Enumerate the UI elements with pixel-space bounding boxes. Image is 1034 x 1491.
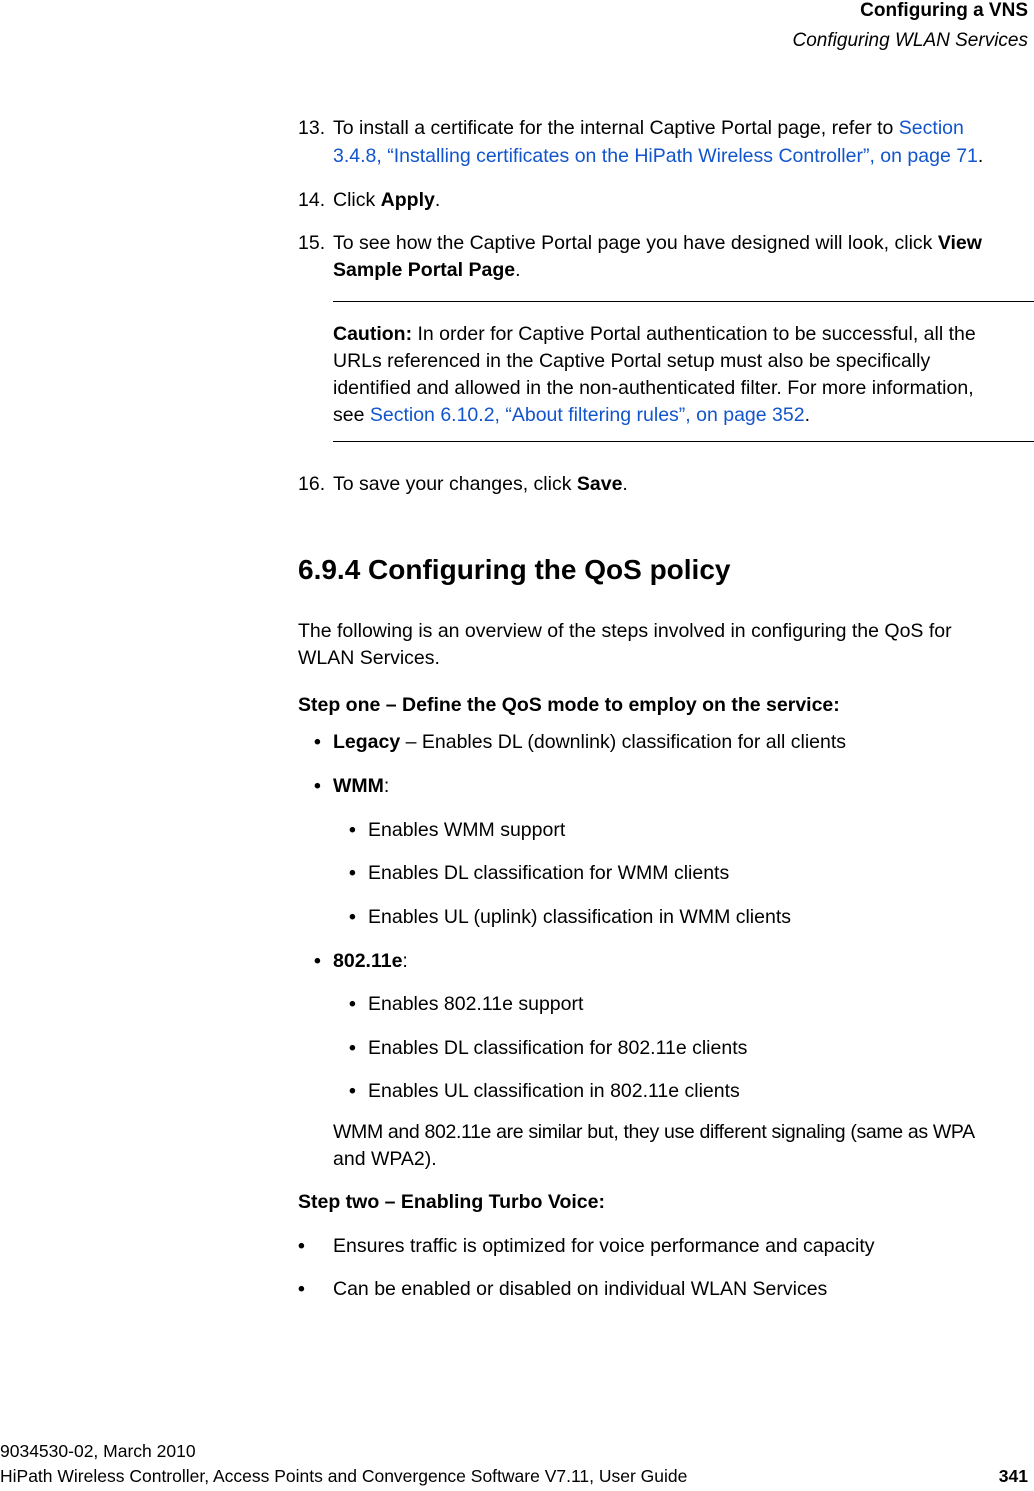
step-15-number: 15. xyxy=(298,232,326,254)
caution-line4 xyxy=(333,402,810,429)
caution-bottom-rule xyxy=(333,441,1034,442)
step-14-text: Click xyxy=(333,189,381,211)
sub-bullet-icon: • xyxy=(349,862,356,884)
wmm-sub-item: Enables DL classification for WMM clients xyxy=(368,862,730,884)
step-16-number: 16. xyxy=(298,473,326,495)
intro-line2: WLAN Services. xyxy=(298,647,440,669)
step-15-end: . xyxy=(515,259,521,281)
footer-guide-title: HiPath Wireless Controller, Access Points and Convergence Software V7.11, User Guide xyxy=(0,1466,688,1486)
wmm-colon: : xyxy=(383,775,390,797)
wmm-note-line1: WMM and 802.11e are similar but, they use different signaling (same as WPA xyxy=(333,1121,975,1143)
step-13-end: . xyxy=(977,145,984,167)
footer-doc-id: 9034530-02, March 2010 xyxy=(0,1441,196,1461)
step-14-line xyxy=(333,187,440,214)
step-15-text: To see how the Captive Portal page you have designed will look, click xyxy=(333,232,938,254)
step-13-line1 xyxy=(333,115,964,142)
sub-bullet-icon: • xyxy=(349,906,356,928)
80211e-sub-item: Enables DL classification for 802.11e clients xyxy=(368,1037,748,1059)
wmm-item xyxy=(333,773,389,800)
80211e-sub-item: Enables 802.11e support xyxy=(368,993,584,1015)
sub-bullet-icon: • xyxy=(349,1037,356,1059)
sub-bullet-icon: • xyxy=(349,993,356,1015)
section-6-10-2-link[interactable]: Section 6.10.2, “About filtering rules”, on page 352 xyxy=(369,404,805,426)
turbo-item: Ensures traffic is optimized for voice performance and capacity xyxy=(333,1235,875,1257)
caution-line2: URLs referenced in the Captive Portal setup must also be specifically xyxy=(333,350,931,372)
wmm-label: WMM xyxy=(333,775,384,797)
sub-bullet-icon: • xyxy=(349,1080,356,1102)
wmm-sub-item: Enables UL (uplink) classification in WMM clients xyxy=(368,906,792,928)
apply-label: Apply xyxy=(380,189,435,211)
bullet-icon: • xyxy=(298,1235,305,1257)
legacy-label: Legacy xyxy=(333,731,401,753)
view-label: View xyxy=(937,232,982,254)
bullet-icon: • xyxy=(314,775,321,797)
80211e-item xyxy=(333,948,408,975)
page-number: 341 xyxy=(998,1466,1028,1486)
caution-top-rule xyxy=(333,301,1034,302)
caution-end: . xyxy=(804,404,810,426)
caution-see: see xyxy=(333,404,370,426)
step-16-text: To save your changes, click xyxy=(333,473,577,495)
intro-line1: The following is an overview of the steps involved in configuring the QoS for xyxy=(298,620,952,642)
step-16-line xyxy=(333,471,628,498)
wmm-note-line2: and WPA2). xyxy=(333,1148,437,1170)
step-15-line2 xyxy=(333,257,521,284)
step-one-heading: Step one – Define the QoS mode to employ on the service: xyxy=(298,694,840,716)
caution-line1 xyxy=(333,321,976,348)
sub-bullet-icon: • xyxy=(349,819,356,841)
80211e-sub-item: Enables UL classification in 802.11e clients xyxy=(368,1080,740,1102)
legacy-item xyxy=(333,729,846,756)
legacy-text: – Enables DL (downlink) classification for all clients xyxy=(400,731,847,753)
step-13-line2 xyxy=(333,143,983,170)
bullet-icon: • xyxy=(314,950,321,972)
80211e-colon: : xyxy=(402,950,408,972)
section-heading: 6.9.4 Configuring the QoS policy xyxy=(298,554,731,585)
bullet-icon: • xyxy=(298,1278,305,1300)
sample-portal-page-label: Sample Portal Page xyxy=(333,259,516,281)
turbo-item: Can be enabled or disabled on individual WLAN Services xyxy=(333,1278,828,1300)
step-14-number: 14. xyxy=(298,189,326,211)
section-3-4-8-link[interactable]: 3.4.8, “Installing certificates on the HiPath Wireless Controller”, on page 71 xyxy=(333,145,978,167)
bullet-icon: • xyxy=(314,731,321,753)
running-header-chapter: Configuring a VNS xyxy=(860,0,1028,21)
section-3-4-8-link-start[interactable]: Section xyxy=(898,117,964,139)
caution-line3: identified and allowed in the non-authenticated filter. For more information, xyxy=(333,377,974,399)
step-16-end: . xyxy=(622,473,628,495)
80211e-label: 802.11e xyxy=(333,950,403,972)
step-13-number: 13. xyxy=(298,117,326,139)
wmm-sub-item: Enables WMM support xyxy=(368,819,566,841)
caution-text-1: In order for Captive Portal authentication to be successful, all the xyxy=(412,323,976,345)
step-15-line1 xyxy=(333,230,982,257)
step-14-end: . xyxy=(434,189,441,211)
running-header-section: Configuring WLAN Services xyxy=(792,30,1028,51)
step-13-text: To install a certificate for the internal Captive Portal page, refer to xyxy=(333,117,899,139)
caution-label: Caution: xyxy=(333,323,413,345)
step-two-heading: Step two – Enabling Turbo Voice: xyxy=(298,1191,605,1213)
save-label: Save xyxy=(576,473,623,495)
